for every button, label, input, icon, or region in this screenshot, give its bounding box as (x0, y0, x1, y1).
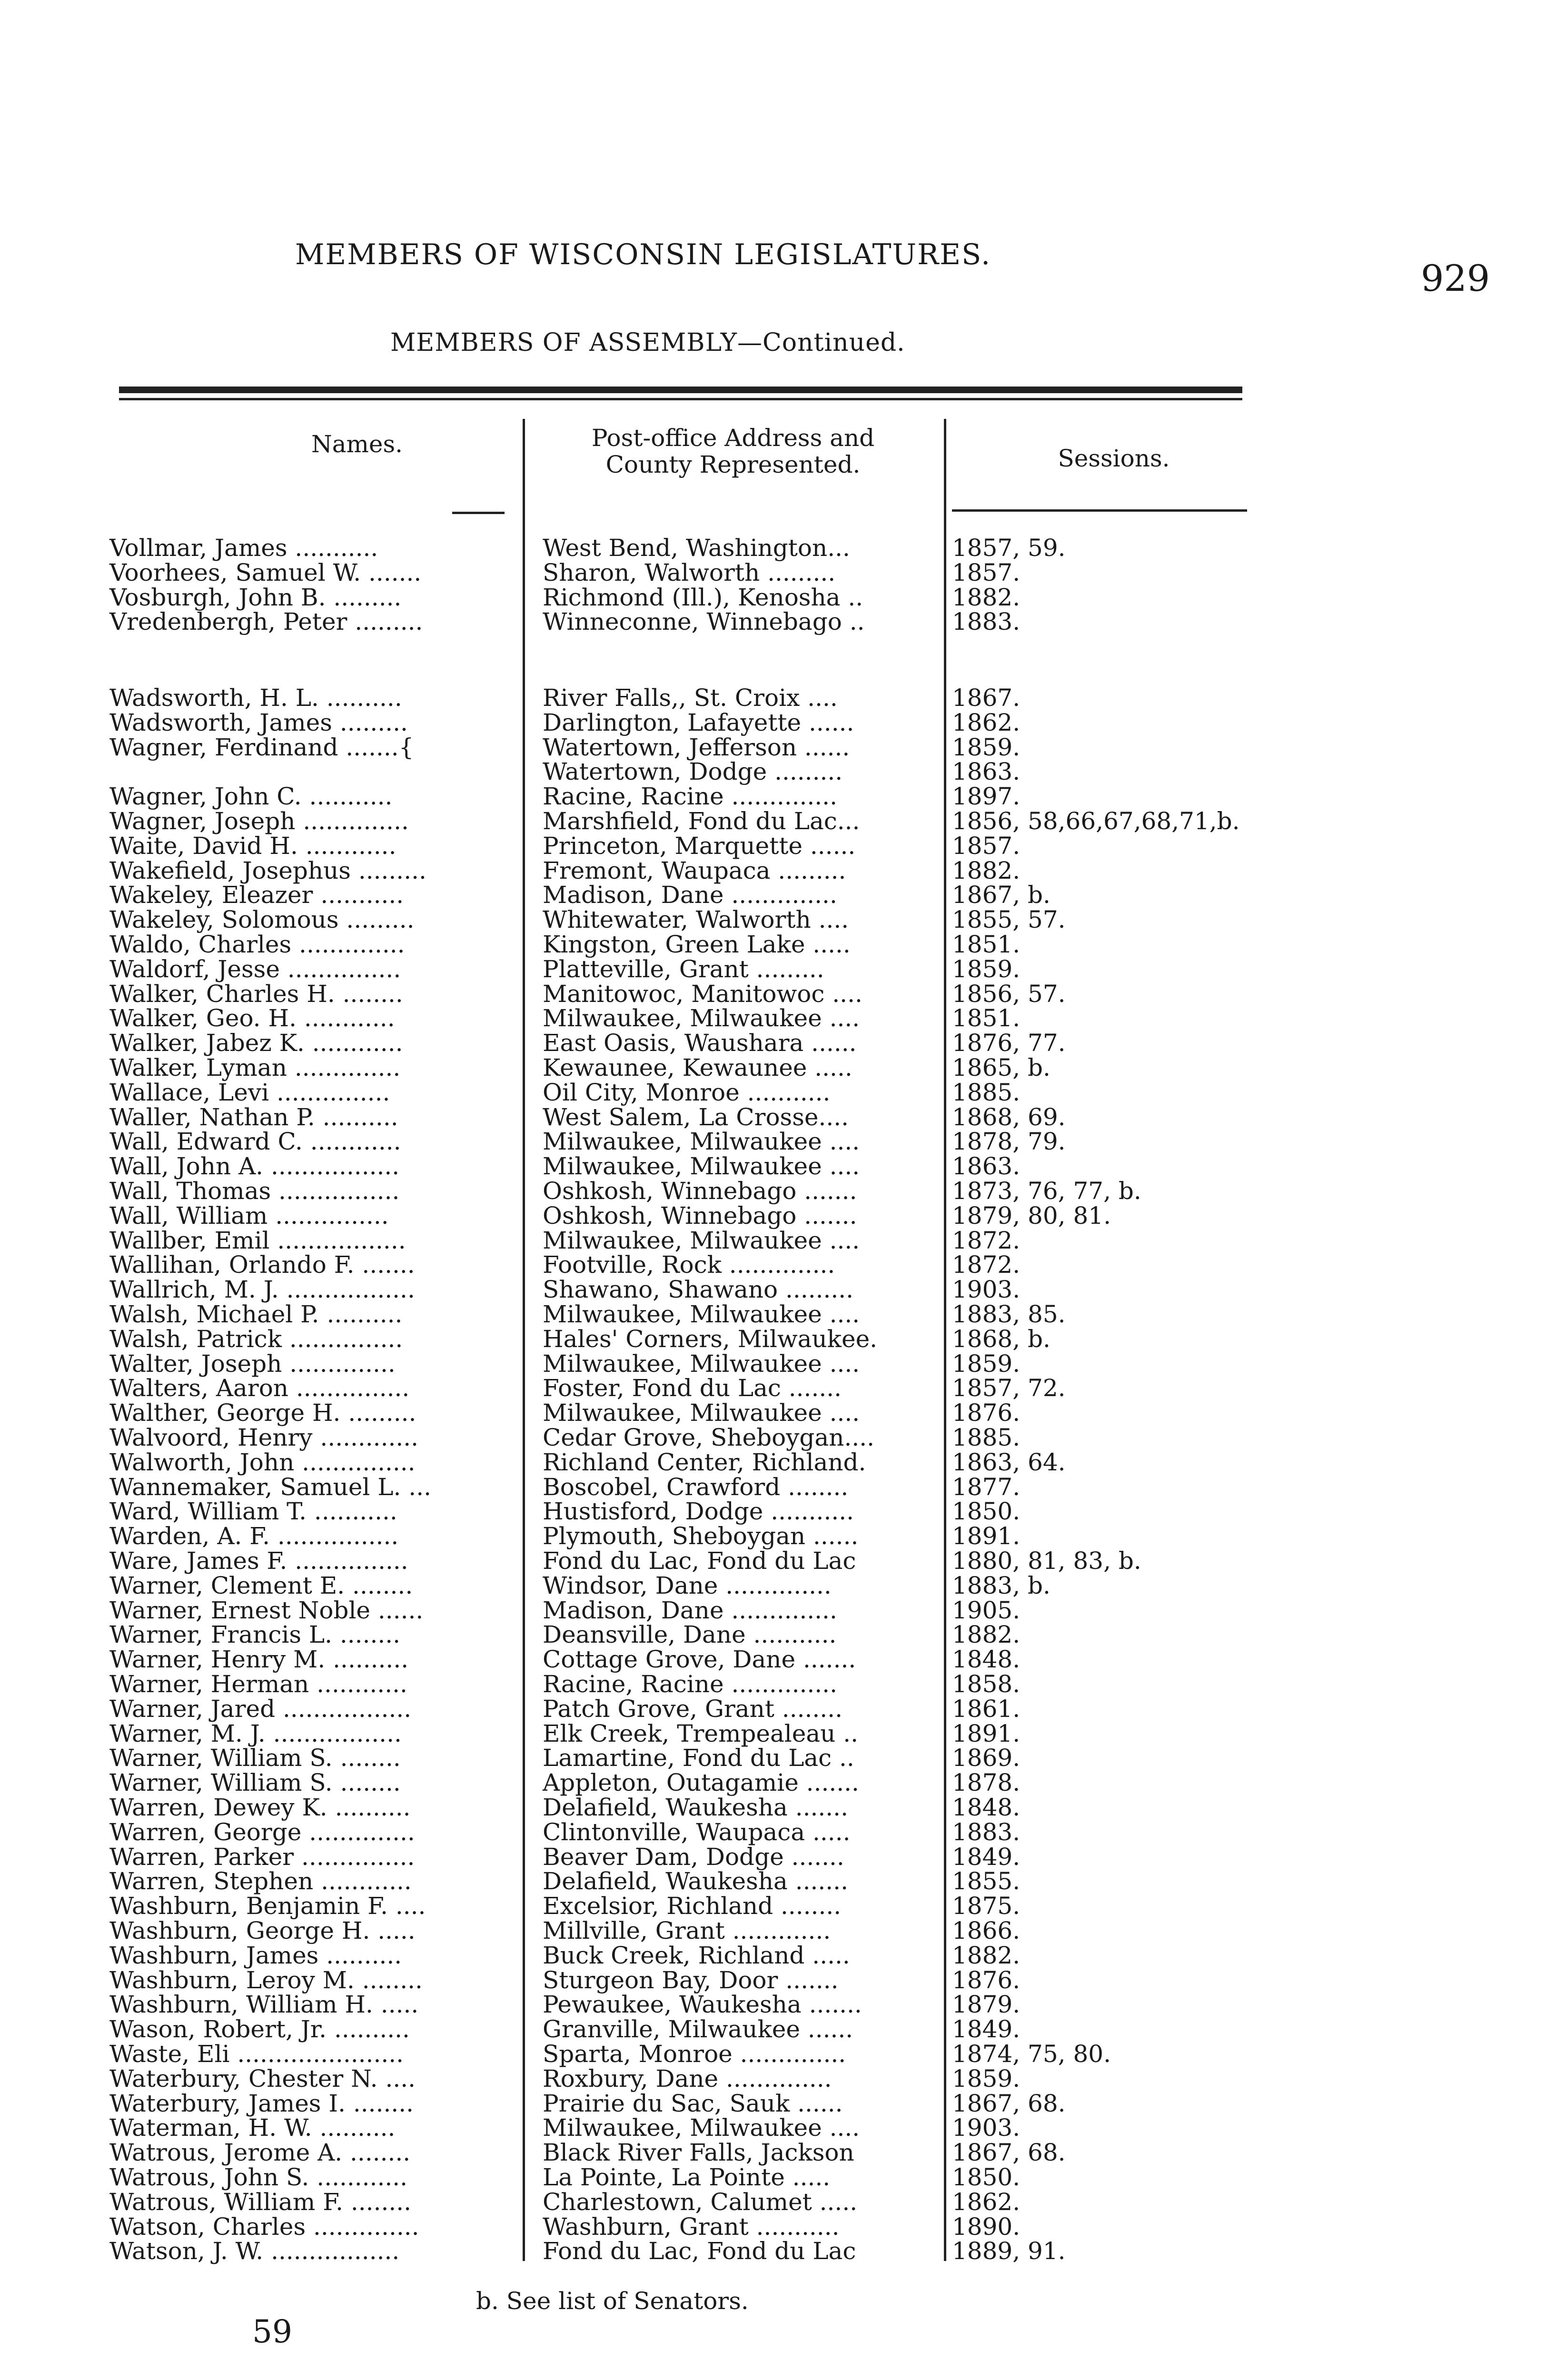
member-name: Wall, William ............... (109, 1201, 389, 1230)
member-sessions: 1849. (952, 2015, 1021, 2043)
member-name: Wallrich, M. J. ................. (109, 1276, 415, 1304)
table-subtitle: MEMBERS OF ASSEMBLY—Continued. (390, 328, 905, 357)
member-address: Sharon, Walworth ......... (543, 558, 836, 586)
member-address: Patch Grove, Grant ........ (543, 1695, 842, 1723)
member-sessions: 1859. (952, 2064, 1021, 2092)
member-sessions: 1876. (952, 1966, 1021, 1994)
member-address: Racine, Racine .............. (543, 783, 837, 811)
member-sessions: 1863, 64. (952, 1448, 1066, 1476)
member-name: Wallace, Levi ............... (109, 1078, 390, 1106)
member-address: Milwaukee, Milwaukee .... (543, 2114, 860, 2142)
member-name: Wakefield, Josephus ......... (109, 856, 426, 884)
member-name: Walker, Jabez K. ............ (109, 1029, 403, 1057)
member-name: Walker, Lyman .............. (109, 1054, 401, 1081)
member-address: Excelsior, Richland ........ (543, 1892, 842, 1920)
member-sessions: 1867, b. (952, 881, 1050, 909)
member-sessions: 1890. (952, 2212, 1021, 2241)
member-address: Darlington, Lafayette ...... (543, 708, 854, 736)
member-sessions: 1861. (952, 1695, 1021, 1723)
member-address: Watertown, Jefferson ...... (543, 733, 850, 761)
member-name: Wason, Robert, Jr. .......... (109, 2015, 410, 2043)
member-name: Warner, Ernest Noble ...... (109, 1596, 424, 1624)
member-address: Lamartine, Fond du Lac .. (543, 1744, 854, 1772)
member-name: Walsh, Michael P. .......... (109, 1300, 403, 1328)
member-sessions: 1849. (952, 1843, 1021, 1871)
member-address: Fremont, Waupaca ......... (543, 856, 846, 884)
member-address: Sparta, Monroe .............. (543, 2040, 846, 2068)
member-address: Prairie du Sac, Sauk ...... (543, 2089, 843, 2117)
member-name: Vredenbergh, Peter ......... (109, 608, 423, 636)
member-name: Wadsworth, H. L. .......... (109, 684, 402, 712)
member-name: Vosburgh, John B. ......... (109, 583, 402, 611)
member-name: Wadsworth, James ......... (109, 708, 408, 736)
member-name: Warren, George .............. (109, 1818, 415, 1846)
member-address: Clintonville, Waupaca ..... (543, 1818, 851, 1846)
member-address: Hales' Corners, Milwaukee. (543, 1325, 878, 1353)
member-name: Wagner, John C. ........... (109, 783, 393, 811)
member-name: Warner, M. J. ................. (109, 1719, 402, 1747)
member-sessions: 1865, b. (952, 1054, 1050, 1081)
member-address: Plymouth, Sheboygan ...... (543, 1522, 859, 1550)
member-sessions: 1883, b. (952, 1571, 1050, 1599)
member-name: Voorhees, Samuel W. ....... (109, 558, 422, 586)
member-address: Princeton, Marquette ...... (543, 832, 856, 860)
member-sessions: 1858. (952, 1670, 1021, 1698)
member-sessions: 1867, 68. (952, 2089, 1066, 2117)
member-sessions: 1876. (952, 1399, 1021, 1427)
member-address: Windsor, Dane .............. (543, 1571, 832, 1599)
member-sessions: 1872. (952, 1226, 1021, 1254)
member-sessions: 1857, 72. (952, 1374, 1066, 1402)
member-address: Beaver Dam, Dodge ....... (543, 1843, 844, 1871)
member-address: Shawano, Shawano ......... (543, 1276, 854, 1304)
member-address: Buck Creek, Richland ..... (543, 1941, 850, 1969)
member-name: Waterbury, Chester N. .... (109, 2064, 416, 2092)
member-address: Winneconne, Winnebago .. (543, 608, 865, 636)
member-name: Wall, Thomas ................ (109, 1177, 400, 1205)
member-address: Boscobel, Crawford ........ (543, 1473, 849, 1501)
member-address: Black River Falls, Jackson (543, 2139, 854, 2167)
member-name: Ware, James F. ............... (109, 1547, 408, 1575)
member-address: Delafield, Waukesha ....... (543, 1794, 848, 1821)
member-address: Fond du Lac, Fond du Lac (543, 1547, 856, 1575)
member-address: Oshkosh, Winnebago ....... (543, 1177, 857, 1205)
member-sessions: 1883, 85. (952, 1300, 1066, 1328)
member-address: Footville, Rock .............. (543, 1251, 835, 1279)
member-address: Hustisford, Dodge ........... (543, 1497, 854, 1526)
member-name: Waterbury, James I. ........ (109, 2089, 414, 2117)
member-sessions: 1855, 57. (952, 906, 1066, 934)
member-sessions: 1856, 58,66,67,68,71,b. (952, 807, 1240, 835)
member-sessions: 1867. (952, 684, 1021, 712)
member-name: Warden, A. F. ................ (109, 1522, 399, 1550)
member-name: Waterman, H. W. .......... (109, 2114, 396, 2142)
member-sessions: 1850. (952, 1497, 1021, 1526)
member-address: Charlestown, Calumet ..... (543, 2188, 858, 2216)
member-sessions: 1848. (952, 1794, 1021, 1821)
member-address: Oil City, Monroe ........... (543, 1078, 831, 1106)
header-rule-thin (119, 398, 1242, 400)
member-address: West Salem, La Crosse.... (543, 1103, 849, 1131)
member-sessions: 1883. (952, 1818, 1021, 1846)
member-name: Washburn, Leroy M. ........ (109, 1966, 423, 1994)
member-sessions: 1856, 57. (952, 980, 1066, 1008)
member-sessions: 1882. (952, 1941, 1021, 1969)
member-name: Walker, Geo. H. ............ (109, 1004, 395, 1032)
member-address: Richland Center, Richland. (543, 1448, 866, 1476)
member-sessions: 1869. (952, 1744, 1021, 1772)
member-name: Wagner, Joseph .............. (109, 807, 409, 835)
member-sessions: 1859. (952, 733, 1021, 761)
member-name: Warren, Dewey K. .......... (109, 1794, 411, 1821)
member-address: Marshfield, Fond du Lac... (543, 807, 860, 835)
member-sessions: 1891. (952, 1522, 1021, 1550)
member-address: Millville, Grant ............. (543, 1917, 831, 1944)
member-name: Warren, Parker ............... (109, 1843, 415, 1871)
member-address: Madison, Dane .............. (543, 881, 837, 909)
member-name: Walsh, Patrick ............... (109, 1325, 403, 1353)
member-name: Walter, Joseph .............. (109, 1349, 396, 1378)
member-name: Warren, Stephen ............ (109, 1867, 412, 1895)
header-rule-thick (119, 387, 1242, 393)
member-name: Watson, Charles .............. (109, 2212, 419, 2241)
member-name: Waldo, Charles .............. (109, 931, 405, 958)
member-sessions: 1903. (952, 1276, 1021, 1304)
member-sessions: 1851. (952, 931, 1021, 958)
member-sessions: 1863. (952, 1152, 1021, 1180)
member-address: Richmond (Ill.), Kenosha .. (543, 583, 863, 611)
column-divider-rule (452, 512, 505, 514)
member-name: Wakeley, Solomous ......... (109, 906, 415, 934)
member-name: Washburn, George H. ..... (109, 1917, 416, 1944)
member-address: Granville, Milwaukee ...... (543, 2015, 853, 2043)
member-address: River Falls,, St. Croix .... (543, 684, 838, 712)
member-address: West Bend, Washington... (543, 534, 850, 562)
member-address: Sturgeon Bay, Door ....... (543, 1966, 839, 1994)
member-name: Washburn, William H. ..... (109, 1991, 419, 2019)
member-sessions: 1866. (952, 1917, 1021, 1944)
member-sessions: 1874, 75, 80. (952, 2040, 1111, 2068)
member-name: Wallihan, Orlando F. ....... (109, 1251, 415, 1279)
member-sessions: 1878, 79. (952, 1128, 1066, 1156)
member-sessions: 1862. (952, 2188, 1021, 2216)
member-address: La Pointe, La Pointe ..... (543, 2163, 831, 2191)
member-sessions: 1857, 59. (952, 534, 1066, 562)
column-separator (523, 419, 525, 2261)
member-sessions: 1867, 68. (952, 2139, 1066, 2167)
member-name: Warner, William S. ........ (109, 1769, 401, 1797)
member-address: Oshkosh, Winnebago ....... (543, 1201, 857, 1230)
member-name: Waller, Nathan P. .......... (109, 1103, 398, 1131)
member-address: Milwaukee, Milwaukee .... (543, 1226, 860, 1254)
member-address: Appleton, Outagamie ....... (543, 1769, 859, 1797)
member-sessions: 1878. (952, 1769, 1021, 1797)
folio-number: 59 (252, 2313, 292, 2350)
member-sessions: 1875. (952, 1892, 1021, 1920)
member-name: Watson, J. W. ................. (109, 2237, 400, 2265)
member-name: Waldorf, Jesse ............... (109, 955, 401, 983)
member-name: Washburn, James .......... (109, 1941, 402, 1969)
member-address: Milwaukee, Milwaukee .... (543, 1152, 860, 1180)
member-name: Waite, David H. ............ (109, 832, 396, 860)
member-sessions: 1872. (952, 1251, 1021, 1279)
column-header-sessions: Sessions. (1058, 445, 1170, 472)
member-name: Watrous, John S. ............ (109, 2163, 408, 2191)
member-sessions: 1868, b. (952, 1325, 1050, 1353)
member-sessions: 1862. (952, 708, 1021, 736)
member-name: Walters, Aaron ............... (109, 1374, 410, 1402)
member-sessions: 1882. (952, 856, 1021, 884)
member-sessions: 1889, 91. (952, 2237, 1066, 2265)
member-sessions: 1885. (952, 1424, 1021, 1451)
member-name: Wall, John A. ................. (109, 1152, 400, 1180)
member-sessions: 1859. (952, 955, 1021, 983)
member-name: Wallber, Emil ................. (109, 1226, 406, 1254)
member-sessions: 1855. (952, 1867, 1021, 1895)
member-address: Elk Creek, Trempealeau .. (543, 1719, 859, 1747)
member-name: Walther, George H. ......... (109, 1399, 416, 1427)
member-address: Milwaukee, Milwaukee .... (543, 1349, 860, 1378)
member-address: Pewaukee, Waukesha ....... (543, 1991, 862, 2019)
member-name: Warner, Henry M. .......... (109, 1646, 409, 1674)
member-sessions: 1848. (952, 1646, 1021, 1674)
member-sessions: 1850. (952, 2163, 1021, 2191)
member-name: Watrous, William F. ........ (109, 2188, 412, 2216)
member-sessions: 1877. (952, 1473, 1021, 1501)
member-address: Milwaukee, Milwaukee .... (543, 1399, 860, 1427)
member-name: Warner, Jared ................. (109, 1695, 412, 1723)
column-header-names: Names. (311, 430, 403, 458)
member-sessions: 1857. (952, 558, 1021, 586)
member-address: Whitewater, Walworth .... (543, 906, 849, 934)
member-sessions: 1857. (952, 832, 1021, 860)
member-name: Vollmar, James ........... (109, 534, 378, 562)
member-sessions: 1891. (952, 1719, 1021, 1747)
member-sessions: 1897. (952, 783, 1021, 811)
member-address: Foster, Fond du Lac ....... (543, 1374, 842, 1402)
column-header-address-line1: Post-office Address and (591, 424, 875, 452)
member-sessions: 1868, 69. (952, 1103, 1066, 1131)
member-sessions: 1882. (952, 1621, 1021, 1649)
page-number: 929 (1421, 257, 1490, 299)
member-name: Warner, Clement E. ........ (109, 1571, 413, 1599)
running-head: MEMBERS OF WISCONSIN LEGISLATURES. (295, 238, 991, 271)
member-sessions: 1851. (952, 1004, 1021, 1032)
member-sessions: 1883. (952, 608, 1021, 636)
member-address: Kewaunee, Kewaunee ..... (543, 1054, 852, 1081)
member-address: Deansville, Dane ........... (543, 1621, 837, 1649)
member-address: Milwaukee, Milwaukee .... (543, 1300, 860, 1328)
member-sessions: 1879. (952, 1991, 1021, 2019)
column-separator (944, 419, 946, 2261)
member-address: Racine, Racine .............. (543, 1670, 837, 1698)
member-sessions: 1859. (952, 1349, 1021, 1378)
member-name: Warner, William S. ........ (109, 1744, 401, 1772)
member-name: Walvoord, Henry ............. (109, 1424, 419, 1451)
member-address: Platteville, Grant ......... (543, 955, 824, 983)
member-sessions: 1882. (952, 583, 1021, 611)
member-address: Milwaukee, Milwaukee .... (543, 1004, 860, 1032)
column-header-address (543, 425, 923, 478)
member-name: Walker, Charles H. ........ (109, 980, 403, 1008)
member-sessions: 1876, 77. (952, 1029, 1066, 1057)
member-name: Warner, Francis L. ........ (109, 1621, 401, 1649)
member-name: Walworth, John ............... (109, 1448, 416, 1476)
member-sessions: 1863. (952, 758, 1021, 786)
member-address: Cedar Grove, Sheboygan.... (543, 1424, 875, 1451)
member-address: Manitowoc, Manitowoc .... (543, 980, 862, 1008)
member-address: East Oasis, Waushara ...... (543, 1029, 857, 1057)
member-sessions: 1880, 81, 83, b. (952, 1547, 1141, 1575)
member-address: Fond du Lac, Fond du Lac (543, 2237, 856, 2265)
member-name: Watrous, Jerome A. ........ (109, 2139, 411, 2167)
member-address: Roxbury, Dane .............. (543, 2064, 832, 2092)
member-name: Wall, Edward C. ............ (109, 1128, 401, 1156)
member-address: Delafield, Waukesha ....... (543, 1867, 848, 1895)
member-name: Warner, Herman ............ (109, 1670, 407, 1698)
member-sessions: 1905. (952, 1596, 1021, 1624)
column-header-address-line2: County Represented. (605, 451, 861, 478)
member-name: Wagner, Ferdinand .......{ (109, 733, 414, 761)
footnote: b. See list of Senators. (476, 2287, 749, 2315)
member-name: Waste, Eli ...................... (109, 2040, 404, 2068)
member-sessions: 1885. (952, 1078, 1021, 1106)
member-sessions: 1873, 76, 77, b. (952, 1177, 1141, 1205)
member-sessions: 1903. (952, 2114, 1021, 2142)
member-address: Watertown, Dodge ......... (543, 758, 843, 786)
member-address: Washburn, Grant ........... (543, 2212, 840, 2241)
member-address: Madison, Dane .............. (543, 1596, 837, 1624)
member-address: Kingston, Green Lake ..... (543, 931, 851, 958)
member-address: Milwaukee, Milwaukee .... (543, 1128, 860, 1156)
column-divider-rule (952, 509, 1247, 512)
member-address: Cottage Grove, Dane ....... (543, 1646, 856, 1674)
member-name: Washburn, Benjamin F. .... (109, 1892, 426, 1920)
member-name: Ward, William T. ........... (109, 1497, 397, 1526)
member-sessions: 1879, 80, 81. (952, 1201, 1111, 1230)
member-name: Wakeley, Eleazer ........... (109, 881, 404, 909)
member-name: Wannemaker, Samuel L. ... (109, 1473, 431, 1501)
